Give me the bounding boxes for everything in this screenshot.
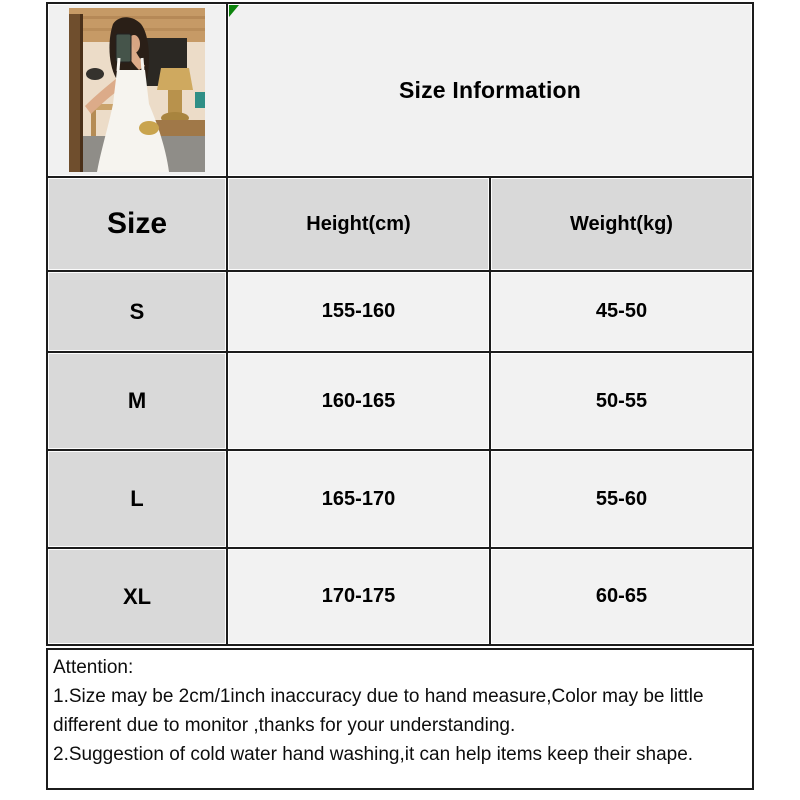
column-header-size: Size bbox=[47, 177, 227, 271]
attention-note-1a: 1.Size may be 2cm/1inch inaccuracy due to hand measure,Color may be little bbox=[53, 686, 704, 707]
height-cell-s: 155-160 bbox=[227, 271, 490, 352]
product-photo bbox=[69, 8, 205, 172]
attention-note-1b: different due to monitor ,thanks for your understanding. bbox=[53, 715, 516, 736]
size-information-header bbox=[227, 3, 753, 177]
green-corner-marker-icon bbox=[229, 5, 239, 17]
weight-cell-s: 45-50 bbox=[490, 271, 753, 352]
weight-cell-l: 55-60 bbox=[490, 450, 753, 548]
attention-heading: Attention: bbox=[53, 657, 134, 678]
size-table bbox=[46, 2, 754, 646]
height-cell-l: 165-170 bbox=[227, 450, 490, 548]
product-photo-cell bbox=[47, 3, 227, 177]
size-cell-m: M bbox=[47, 352, 227, 450]
size-cell-l: L bbox=[47, 450, 227, 548]
column-header-weight: Weight(kg) bbox=[490, 177, 753, 271]
weight-cell-xl: 60-65 bbox=[490, 548, 753, 645]
weight-cell-m: 50-55 bbox=[490, 352, 753, 450]
size-cell-s: S bbox=[47, 271, 227, 352]
attention-box bbox=[46, 648, 754, 790]
size-chart-sheet bbox=[46, 2, 754, 790]
height-cell-m: 160-165 bbox=[227, 352, 490, 450]
height-cell-xl: 170-175 bbox=[227, 548, 490, 645]
size-cell-xl: XL bbox=[47, 548, 227, 645]
column-header-height: Height(cm) bbox=[227, 177, 490, 271]
page-title: Size Information bbox=[398, 76, 582, 103]
attention-note-2: 2.Suggestion of cold water hand washing,it can help items keep their shape. bbox=[53, 744, 694, 765]
